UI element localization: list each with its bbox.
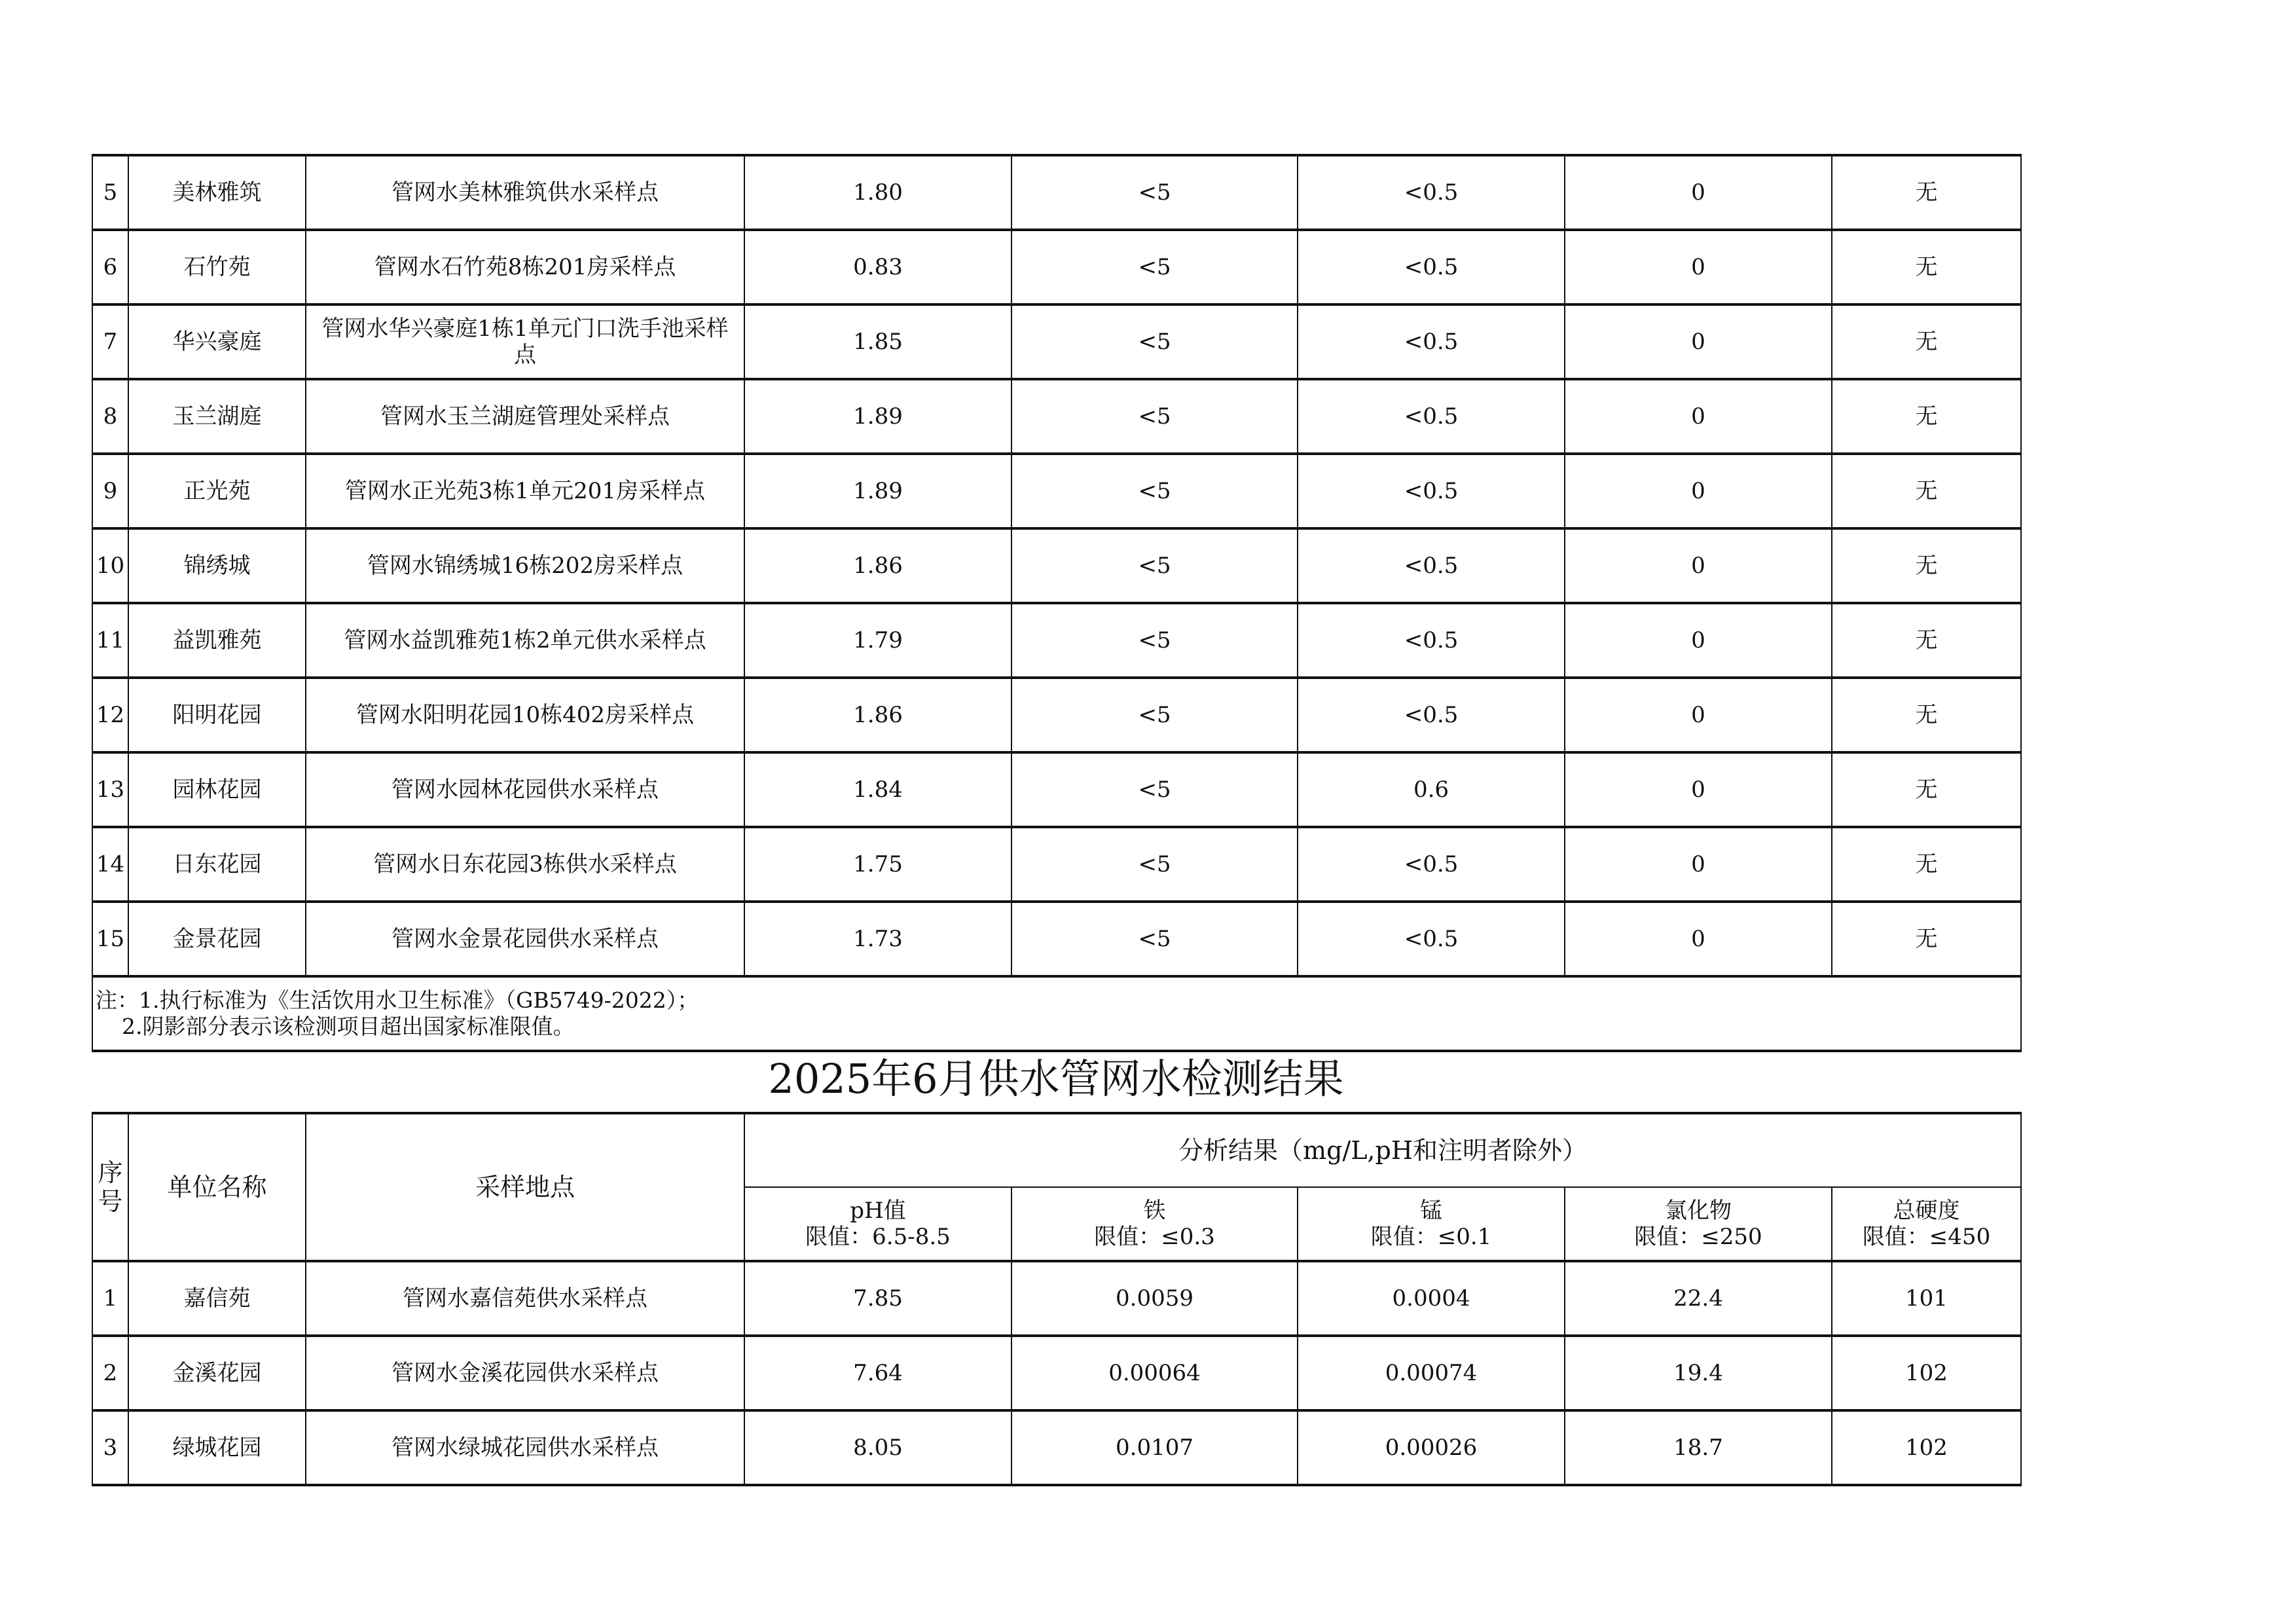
header-row [92,1113,2021,1187]
column-limit: 限值：≤0.1 [1370,1224,1492,1250]
note-line-1: 注：1.执行标准为《生活饮用水卫生标准》（GB5749-2022）； [96,987,699,1013]
seq-cell: 10 [92,528,128,603]
header-seq-label: 序号 [98,1158,123,1216]
manganese-cell: 0.0004 [1298,1261,1565,1336]
value-cell: 0 [1565,528,1832,603]
value-cell: <0.5 [1298,304,1565,379]
chloride-cell: 18.7 [1565,1410,1832,1485]
value-cell: <5 [1011,678,1298,752]
column-limit: 限值：≤450 [1862,1224,1991,1250]
value-cell: 无 [1832,603,2021,678]
site-cell: 管网水金溪花园供水采样点 [306,1336,744,1410]
ph-cell: 7.85 [744,1261,1011,1336]
table-row [92,454,2021,528]
value-cell: <0.5 [1298,678,1565,752]
value-cell: <0.5 [1298,827,1565,902]
site-cell: 管网水石竹苑8栋201房采样点 [306,230,744,304]
ph-cell: 8.05 [744,1410,1011,1485]
ph-cell: 7.64 [744,1336,1011,1410]
unit-cell: 正光苑 [128,454,306,528]
unit-cell: 阳明花园 [128,678,306,752]
unit-cell: 日东花园 [128,827,306,902]
value-cell: 无 [1832,902,2021,976]
value-cell: 1.73 [744,902,1011,976]
unit-cell: 华兴豪庭 [128,304,306,379]
column-limit: 限值：≤250 [1634,1224,1762,1250]
header-ph [744,1187,1011,1261]
value-cell: <0.5 [1298,379,1565,454]
chloride-cell: 22.4 [1565,1261,1832,1336]
unit-cell: 美林雅筑 [128,155,306,230]
value-cell: 0 [1565,678,1832,752]
value-cell: 0.83 [744,230,1011,304]
header-site: 采样地点 [306,1113,744,1261]
seq-cell: 3 [92,1410,128,1485]
value-cell: 1.89 [744,454,1011,528]
table-row [92,528,2021,603]
value-cell: 0 [1565,603,1832,678]
table-row [92,1410,2021,1485]
upper-results-table [92,154,2022,1052]
value-cell: <5 [1011,752,1298,827]
value-cell: <5 [1011,827,1298,902]
seq-cell: 5 [92,155,128,230]
table-row [92,1336,2021,1410]
seq-cell: 15 [92,902,128,976]
seq-cell: 6 [92,230,128,304]
hardness-cell: 102 [1832,1336,2021,1410]
value-cell: <5 [1011,603,1298,678]
seq-cell: 13 [92,752,128,827]
value-cell: 1.80 [744,155,1011,230]
value-cell: 0 [1565,454,1832,528]
value-cell: 无 [1832,379,2021,454]
seq-cell: 7 [92,304,128,379]
value-cell: 无 [1832,752,2021,827]
seq-cell: 1 [92,1261,128,1336]
value-cell: <5 [1011,304,1298,379]
site-cell: 管网水美林雅筑供水采样点 [306,155,744,230]
seq-cell: 12 [92,678,128,752]
value-cell: 0 [1565,902,1832,976]
site-cell: 管网水金景花园供水采样点 [306,902,744,976]
manganese-cell: 0.00026 [1298,1410,1565,1485]
value-cell: <0.5 [1298,454,1565,528]
chloride-cell: 19.4 [1565,1336,1832,1410]
value-cell: 无 [1832,304,2021,379]
unit-cell: 锦绣城 [128,528,306,603]
column-name: 铁 [1143,1198,1166,1224]
value-cell: 0 [1565,379,1832,454]
manganese-cell: 0.00074 [1298,1336,1565,1410]
site-cell: 管网水正光苑3栋1单元201房采样点 [306,454,744,528]
site-cell: 管网水阳明花园10栋402房采样点 [306,678,744,752]
notes-cell [92,976,2021,1051]
value-cell: 无 [1832,155,2021,230]
header-hardness [1832,1187,2021,1261]
unit-cell: 金景花园 [128,902,306,976]
value-cell: <0.5 [1298,230,1565,304]
header-seq [92,1113,128,1261]
iron-cell: 0.0107 [1011,1410,1298,1485]
site-cell: 管网水玉兰湖庭管理处采样点 [306,379,744,454]
site-cell: 管网水华兴豪庭1栋1单元门口洗手池采样点 [306,304,744,379]
value-cell: <5 [1011,379,1298,454]
site-cell: 管网水益凯雅苑1栋2单元供水采样点 [306,603,744,678]
table-row [92,902,2021,976]
unit-cell: 益凯雅苑 [128,603,306,678]
header-iron [1011,1187,1298,1261]
value-cell: 1.86 [744,678,1011,752]
value-cell: <0.5 [1298,902,1565,976]
site-cell: 管网水园林花园供水采样点 [306,752,744,827]
site-cell: 管网水日东花园3栋供水采样点 [306,827,744,902]
table-row [92,678,2021,752]
iron-cell: 0.00064 [1011,1336,1298,1410]
lower-results-table [92,1112,2022,1486]
table-row [92,155,2021,230]
value-cell: <0.5 [1298,603,1565,678]
note-line-2: 2.阴影部分表示该检测项目超出国家标准限值。 [122,1014,575,1039]
seq-cell: 2 [92,1336,128,1410]
column-name: 氯化物 [1665,1198,1732,1224]
unit-cell: 园林花园 [128,752,306,827]
seq-cell: 8 [92,379,128,454]
site-cell: 管网水绿城花园供水采样点 [306,1410,744,1485]
table-row [92,827,2021,902]
value-cell: <0.5 [1298,155,1565,230]
value-cell: 0.6 [1298,752,1565,827]
value-cell: 无 [1832,454,2021,528]
value-cell: <5 [1011,155,1298,230]
site-cell: 管网水嘉信苑供水采样点 [306,1261,744,1336]
iron-cell: 0.0059 [1011,1261,1298,1336]
value-cell: 0 [1565,827,1832,902]
table-row [92,1261,2021,1336]
unit-cell: 金溪花园 [128,1336,306,1410]
column-name: 总硬度 [1893,1198,1960,1224]
value-cell: 无 [1832,230,2021,304]
value-cell: <5 [1011,230,1298,304]
value-cell: 0 [1565,230,1832,304]
column-name: 锰 [1420,1198,1442,1224]
column-limit: 限值：6.5-8.5 [805,1224,951,1250]
table-row [92,230,2021,304]
seq-cell: 11 [92,603,128,678]
seq-cell: 9 [92,454,128,528]
value-cell: 1.89 [744,379,1011,454]
table-row [92,379,2021,454]
notes-row [92,976,2021,1051]
value-cell: 1.75 [744,827,1011,902]
value-cell: <5 [1011,528,1298,603]
unit-cell: 玉兰湖庭 [128,379,306,454]
unit-cell: 石竹苑 [128,230,306,304]
column-name: pH值 [850,1198,906,1224]
value-cell: 1.85 [744,304,1011,379]
header-manganese [1298,1187,1565,1261]
value-cell: 1.86 [744,528,1011,603]
column-limit: 限值：≤0.3 [1094,1224,1215,1250]
value-cell: 0 [1565,155,1832,230]
value-cell: 0 [1565,304,1832,379]
value-cell: <5 [1011,454,1298,528]
unit-cell: 嘉信苑 [128,1261,306,1336]
page-title: 2025年6月供水管网水检测结果 [768,1055,1344,1103]
seq-cell: 14 [92,827,128,902]
hardness-cell: 101 [1832,1261,2021,1336]
value-cell: <5 [1011,902,1298,976]
value-cell: 无 [1832,678,2021,752]
header-analysis: 分析结果（mg/L,pH和注明者除外） [744,1113,2021,1187]
hardness-cell: 102 [1832,1410,2021,1485]
value-cell: 无 [1832,827,2021,902]
unit-cell: 绿城花园 [128,1410,306,1485]
value-cell: 0 [1565,752,1832,827]
table-row [92,752,2021,827]
value-cell: 无 [1832,528,2021,603]
header-chloride [1565,1187,1832,1261]
value-cell: 1.79 [744,603,1011,678]
value-cell: 1.84 [744,752,1011,827]
header-unit: 单位名称 [128,1113,306,1261]
site-cell: 管网水锦绣城16栋202房采样点 [306,528,744,603]
value-cell: <0.5 [1298,528,1565,603]
table-row [92,603,2021,678]
table-row [92,304,2021,379]
